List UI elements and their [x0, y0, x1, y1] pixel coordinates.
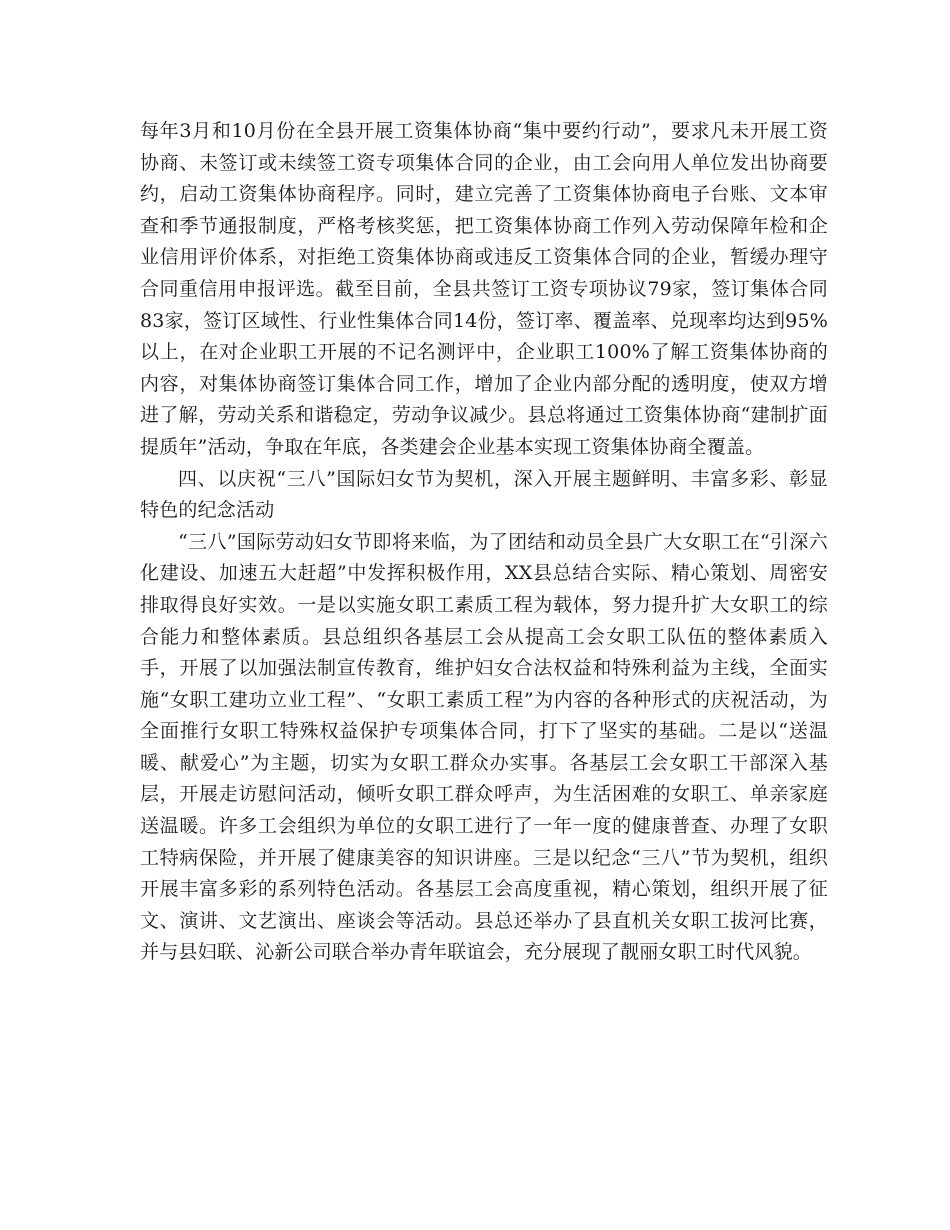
document-body [140, 116, 828, 969]
paragraph-collective-bargaining: 每年3月和10月份在全县开展工资集体协商“集中要约行动”，要求凡未开展工资协商、未签订或未续签工资专项集体合同的企业，由工会向用人单位发出协商要约，启动工资集体协商程序。同时，建立完善了工资集体协商电子台账、文本审查和季节通报制度，严格考核奖惩，把工资集体协商工作列入劳动保障年检和企业信用评价体系，对拒绝工资集体协商或违反工资集体合同的企业，暂缓办理守合同重信用申报评选。截至目前，全县共签订工资专项协议79家，签订集体合同83家，签订区域性、行业性集体合同14份，签订率、覆盖率、兑现率均达到95%以上，在对企业职工开展的不记名测评中，企业职工100%了解工资集体协商的内容，对集体协商签订集体合同工作，增加了企业内部分配的透明度，使双方增进了解，劳动关系和谐稳定，劳动争议减少。县总将通过工资集体协商“建制扩面提质年”活动，争取在年底，各类建会企业基本实现工资集体协商全覆盖。 [140, 120, 828, 458]
section-heading-womens-day: 四、以庆祝“三八”国际妇女节为契机，深入开展主题鲜明、丰富多彩、彰显特色的纪念活动 [140, 467, 828, 522]
paragraph-womens-day-activities: “三八”国际劳动妇女节即将来临，为了团结和动员全县广大女职工在“引深六化建设、加速五大赶超”中发挥积极作用，XX县总结合实际、精心策划、周密安排取得良好实效。一是以实施女职工素质工程为载体，努力提升扩大女职工的综合能力和整体素质。县总组织各基层工会从提高工会女职工队伍的整体素质入手，开展了以加强法制宣传教育，维护妇女合法权益和特殊利益为主线，全面实施“女职工建功立业工程”、“女职工素质工程”为内容的各种形式的庆祝活动，为全面推行女职工特殊权益保护专项集体合同，打下了坚实的基础。二是以“送温暖、献爱心”为主题，切实为女职工群众办实事。各基层工会女职工干部深入基层，开展走访慰问活动，倾听女职工群众呼声，为生活困难的女职工、单亲家庭送温暖。许多工会组织为单位的女职工进行了一年一度的健康普查、办理了女职工特病保险，并开展了健康美容的知识讲座。三是以纪念“三八”节为契机，组织开展丰富多彩的系列特色活动。各基层工会高度重视，精心策划，组织开展了征文、演讲、文艺演出、座谈会等活动。县总还举办了县直机关女职工拔河比赛，并与县妇联、沁新公司联合举办青年联谊会，充分展现了靓丽女职工时代风貌。 [140, 530, 828, 964]
